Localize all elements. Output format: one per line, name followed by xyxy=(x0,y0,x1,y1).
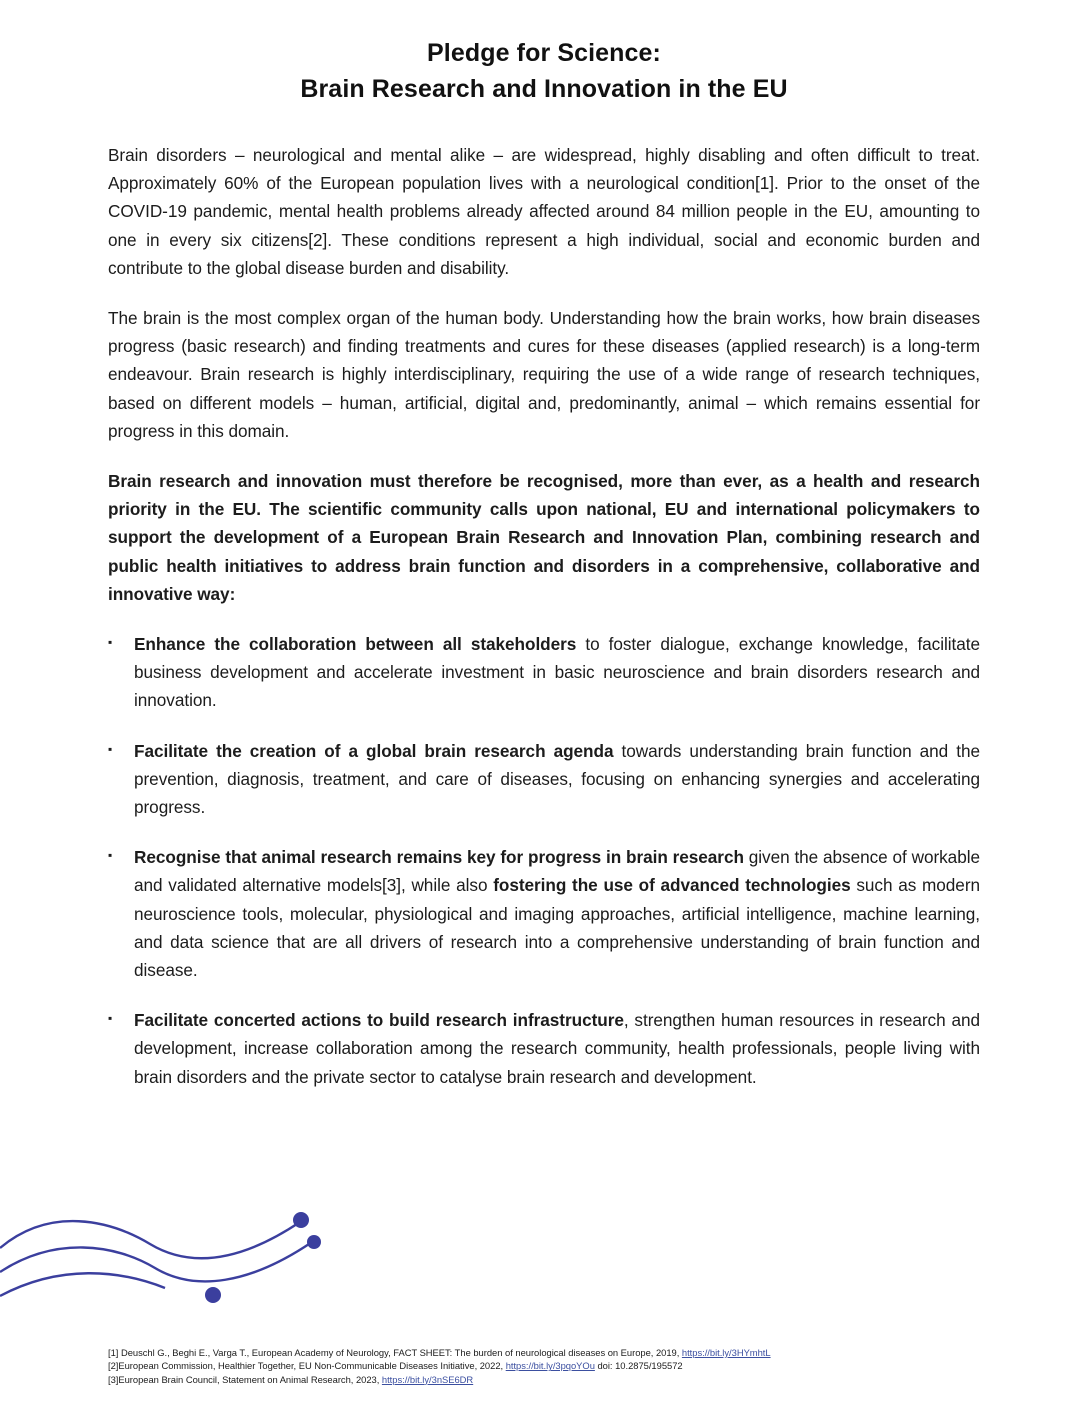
bullet-2-lead: Facilitate the creation of a global brain research agenda xyxy=(134,740,614,761)
bullet-item-4 xyxy=(108,1006,980,1091)
paragraph-brain-complexity: The brain is the most complex organ of the human body. Understanding how the brain works, how brain diseases progress (basic research) and finding treatments and cures for these diseases (applied research) is a long-term endeavour. Brain research is highly interdisciplinary, requiring the use of a wide range of research techniques, based on different models – human, artificial, digital and, predominantly, animal – which remains essential for progress in this domain. xyxy=(108,308,980,441)
bullet-4-lead: Facilitate concerted actions to build research infrastructure xyxy=(134,1010,624,1031)
bullet-3-lead-2: fostering the use of advanced technologies xyxy=(493,875,851,896)
bullet-2-rest: towards understanding brain function and the prevention, diagnosis, treatment, and care of diseases, focusing on enhancing synergies and accelerating progress. xyxy=(134,740,980,818)
bullet-3-rest: such as modern neuroscience tools, molecular, physiological and imaging approaches, artificial intelligence, machine learning, and data science that are all drivers of research into a comprehensive understanding of brain function and disease. xyxy=(134,875,980,981)
bullet-icon: ▪ xyxy=(108,635,113,650)
footnote-3-text: [3]European Brain Council, Statement on Animal Research, 2023, xyxy=(108,1373,382,1385)
footnote-3-link[interactable]: https://bit.ly/3nSE6DR xyxy=(381,1373,474,1385)
footnote-1 xyxy=(108,1346,1008,1359)
bullet-1-lead: Enhance the collaboration between all stakeholders xyxy=(134,634,577,655)
footnote-2-text: [2]European Commission, Healthier Together, EU Non-Communicable Diseases Initiative, 2022, xyxy=(108,1360,506,1372)
bullet-3-lead: Recognise that animal research remains key for progress in brain research xyxy=(134,847,744,868)
page-title xyxy=(108,36,980,107)
paragraph-intro: Brain disorders – neurological and mental alike – are widespread, highly disabling and often difficult to treat. Approximately 60% of the European population lives with a neurological condition[1]. Prior to the onset of the COVID-19 pandemic, mental health problems already affected around 84 million people in the EU, amounting to one in every six citizens[2]. These conditions represent a high individual, social and economic burden and contribute to the global disease burden and disability. xyxy=(108,145,980,278)
footnotes xyxy=(108,1346,1008,1386)
footnote-1-link[interactable]: https://bit.ly/3HYmhtL xyxy=(681,1346,771,1358)
bullet-icon: ▪ xyxy=(108,1011,113,1026)
bullet-3-mid: given the absence of workable and validated alternative models[3], while also xyxy=(134,847,980,896)
bullet-icon: ▪ xyxy=(108,741,113,756)
footnote-1-text: [1] Deuschl G., Beghi E., Varga T., European Academy of Neurology, FACT SHEET: The burden of neurological diseases on Europe, 2019, xyxy=(108,1346,682,1358)
decorative-wave-graphic xyxy=(0,1192,380,1312)
footnote-3 xyxy=(108,1373,1008,1386)
bullet-item-2 xyxy=(108,737,980,822)
bullet-4-rest: , strengthen human resources in research and development, increase collaboration among the research community, health professionals, people living with brain disorders and the private sector to catalyse brain research and development. xyxy=(134,1010,980,1087)
bullet-icon: ▪ xyxy=(108,848,113,863)
footnote-2-link[interactable]: https://bit.ly/3pqoYOu xyxy=(505,1360,595,1372)
bullet-item-3 xyxy=(108,843,980,984)
title-line-2: Brain Research and Innovation in the EU xyxy=(300,74,788,103)
bullet-item-1 xyxy=(108,630,980,715)
footnote-2-tail: doi: 10.2875/195572 xyxy=(594,1360,683,1372)
bullet-1-rest: to foster dialogue, exchange knowledge, facilitate business development and accelerate investment in basic neuroscience and brain disorders research and innovation. xyxy=(134,634,980,711)
footnote-2 xyxy=(108,1359,1008,1372)
paragraph-call-to-action: Brain research and innovation must therefore be recognised, more than ever, as a health and research priority in the EU. The scientific community calls upon national, EU and international policymakers to support the development of a European Brain Research and Innovation Plan, combining research and public health initiatives to address brain function and disorders in a comprehensive, collaborative and innovative way: xyxy=(108,471,980,604)
title-line-1: Pledge for Science: xyxy=(427,39,661,67)
